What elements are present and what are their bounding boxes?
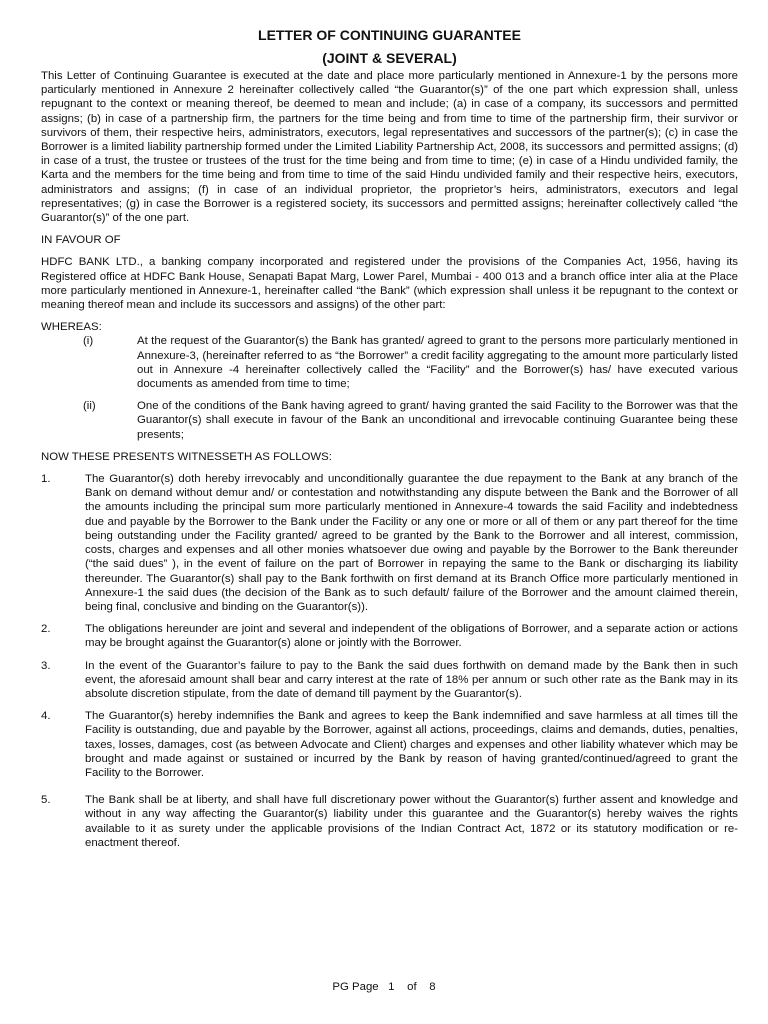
clause bbox=[41, 709, 738, 780]
whereas-item-number: (i) bbox=[83, 335, 94, 348]
clause-number: 3. bbox=[41, 659, 51, 672]
whereas-item bbox=[41, 334, 738, 391]
clause-text: The Guarantor(s) doth hereby irrevocably and unconditionally guarantee the due repayment to the Bank at any branch of the Bank on demand without demur and/ or contestation and notwithstanding any dispute between the Bank and the Borrower of all the amounts including the principal sum more particularly mentioned in Annexure-4 towards the said Facility and indebtedness due and payable by the Borrower to the Bank under the Facility or any one or more or all of them or any part thereof for the time being outstanding under the Facility granted/ agreed to be granted by the Bank to the Borrower and all interest, commission, costs, charges and expenses and all other monies whatsoever due owing and payable by the Borrower to the Bank thereunder (“the said dues” ), in the event of failure on the part of Borrower in repaying the same to the Bank or discharging its liability thereunder. The Guarantor(s) shall pay to the Bank forthwith on first demand at its Branch Office more particularly mentioned in Annexure-1 the said dues (the decision of the Bank as to such default/ failure of the Borrower and the amount claimed therein, being final, conclusive and binding on the Guarantor(s)). bbox=[85, 473, 738, 613]
clause-number: 5. bbox=[41, 794, 51, 807]
whereas-item bbox=[41, 399, 738, 442]
clause-number: 4. bbox=[41, 710, 51, 723]
whereas-item-text: One of the conditions of the Bank having agreed to grant/ having granted the said Facility to the Borrower was that the Guarantor(s) shall execute in favour of the Bank an unconditional and irrevocable continuing Guarantee being these presents; bbox=[137, 400, 738, 441]
clause-number: 1. bbox=[41, 473, 51, 486]
document-subtitle: (JOINT & SEVERAL) bbox=[322, 50, 457, 66]
clause-number: 2. bbox=[41, 623, 51, 636]
clause bbox=[41, 622, 738, 650]
clause bbox=[41, 472, 738, 614]
whereas-item-text: At the request of the Guarantor(s) the Bank has granted/ agreed to grant to the persons more particularly mentioned in Annexure-3, (hereinafter referred to as “the Borrower” a credit facility aggregating to the amount more particularly listed out in Annexure -4 hereinafter collectively called the “Facility” and the Borrower(s) has/ have executed various documents as amended from time to time; bbox=[137, 335, 738, 391]
whereas-item-number: (ii) bbox=[83, 400, 96, 413]
page-number-footer: PG Page 1 of 8 bbox=[332, 981, 436, 993]
clause bbox=[41, 793, 738, 850]
clause-text: The Bank shall be at liberty, and shall have full discretionary power without the Guarantor(s) further assent and knowledge and without in any way affecting the Guarantor(s) liability under this guarantee and the Guarantor(s) hereby waives the rights available to it as surety under the applicable provisions of the Indian Contract Act, 1872 or its statutory modification or re-enactment thereof. bbox=[85, 794, 738, 849]
bank-paragraph: HDFC BANK LTD., a banking company incorporated and registered under the provisions of the Companies Act, 1956, having its Registered office at HDFC Bank House, Senapati Bapat Marg, Lower Parel, Mumbai - 400 013 and a branch office inter alia at the Place more particularly mentioned in Annexure-1, hereinafter called “the Bank” (which expression shall unless it be repugnant to the context or meaning thereof mean and include its successors and assigns) of the other part: bbox=[41, 256, 738, 312]
clause-text: In the event of the Guarantor’s failure to pay to the Bank the said dues forthwith on demand made by the Bank then in such event, the aforesaid amount shall bear and carry interest at the rate of 18% per annum or such other rate as the Bank may in its absolute discretion stipulate, from the date of demand till payment by the Guarantor(s). bbox=[85, 659, 738, 700]
clause-text: The obligations hereunder are joint and several and independent of the obligations of Borrower, and a separate action or actions may be brought against the Guarantor(s) alone or jointly with the Borrower. bbox=[85, 623, 738, 650]
whereas-label: WHEREAS: bbox=[41, 321, 102, 334]
in-favour-label: IN FAVOUR OF bbox=[41, 234, 121, 247]
document-page bbox=[41, 24, 738, 850]
witnesseth-label: NOW THESE PRESENTS WITNESSETH AS FOLLOWS: bbox=[41, 450, 332, 463]
intro-paragraph: This Letter of Continuing Guarantee is executed at the date and place more particularly mentioned in Annexure-1 by the persons more particularly mentioned in Annexure 2 hereinafter collectively called “the Guarantor(s)” of the one part which expression shall, unless repugnant to the context or meaning thereof, be deemed to mean and include; (a) in case of a company, its successors and permitted assigns; (b) in case of a partnership firm, the partners for the time being and from time to time of the partnership firm, their survivor or survivors of them, their respective heirs, administrators, executors, legal representatives and successors of the partner(s); (c) in case the Borrower is a limited liability partnership formed under the Limited Liability Partnership Act, 2008, its successors and permitted assigns; (d) in case of a trust, the trustee or trustees of the trust for the time being and from time to time; (e) in case of a Hindu undivided family, the Karta and the members for the time being and from time to time of the said Hindu undivided family and their respective heirs, executors, administrators and assigns; (f) in case of an individual proprietor, the proprietor’s heirs, administrators, executors and legal representatives; (g) in case the Borrower is a registered society, its successors and permitted assigns; hereinafter collectively called “the Guarantor(s)” of the one part. bbox=[41, 70, 738, 225]
clause bbox=[41, 659, 738, 702]
clause-text: The Guarantor(s) hereby indemnifies the Bank and agrees to keep the Bank indemnified and save harmless at all times till the Facility is outstanding, due and payable by the Borrower, against all actions, proceedings, claims and demands, duties, penalties, taxes, losses, damages, cost (as between Advocate and Client) charges and expenses and other liability whatever which may be brought and made against or sustained or incurred by the Bank by reason of having granted/continued/agreed to grant the Facility to the Borrower. bbox=[85, 710, 738, 779]
document-title: LETTER OF CONTINUING GUARANTEE bbox=[258, 27, 521, 43]
